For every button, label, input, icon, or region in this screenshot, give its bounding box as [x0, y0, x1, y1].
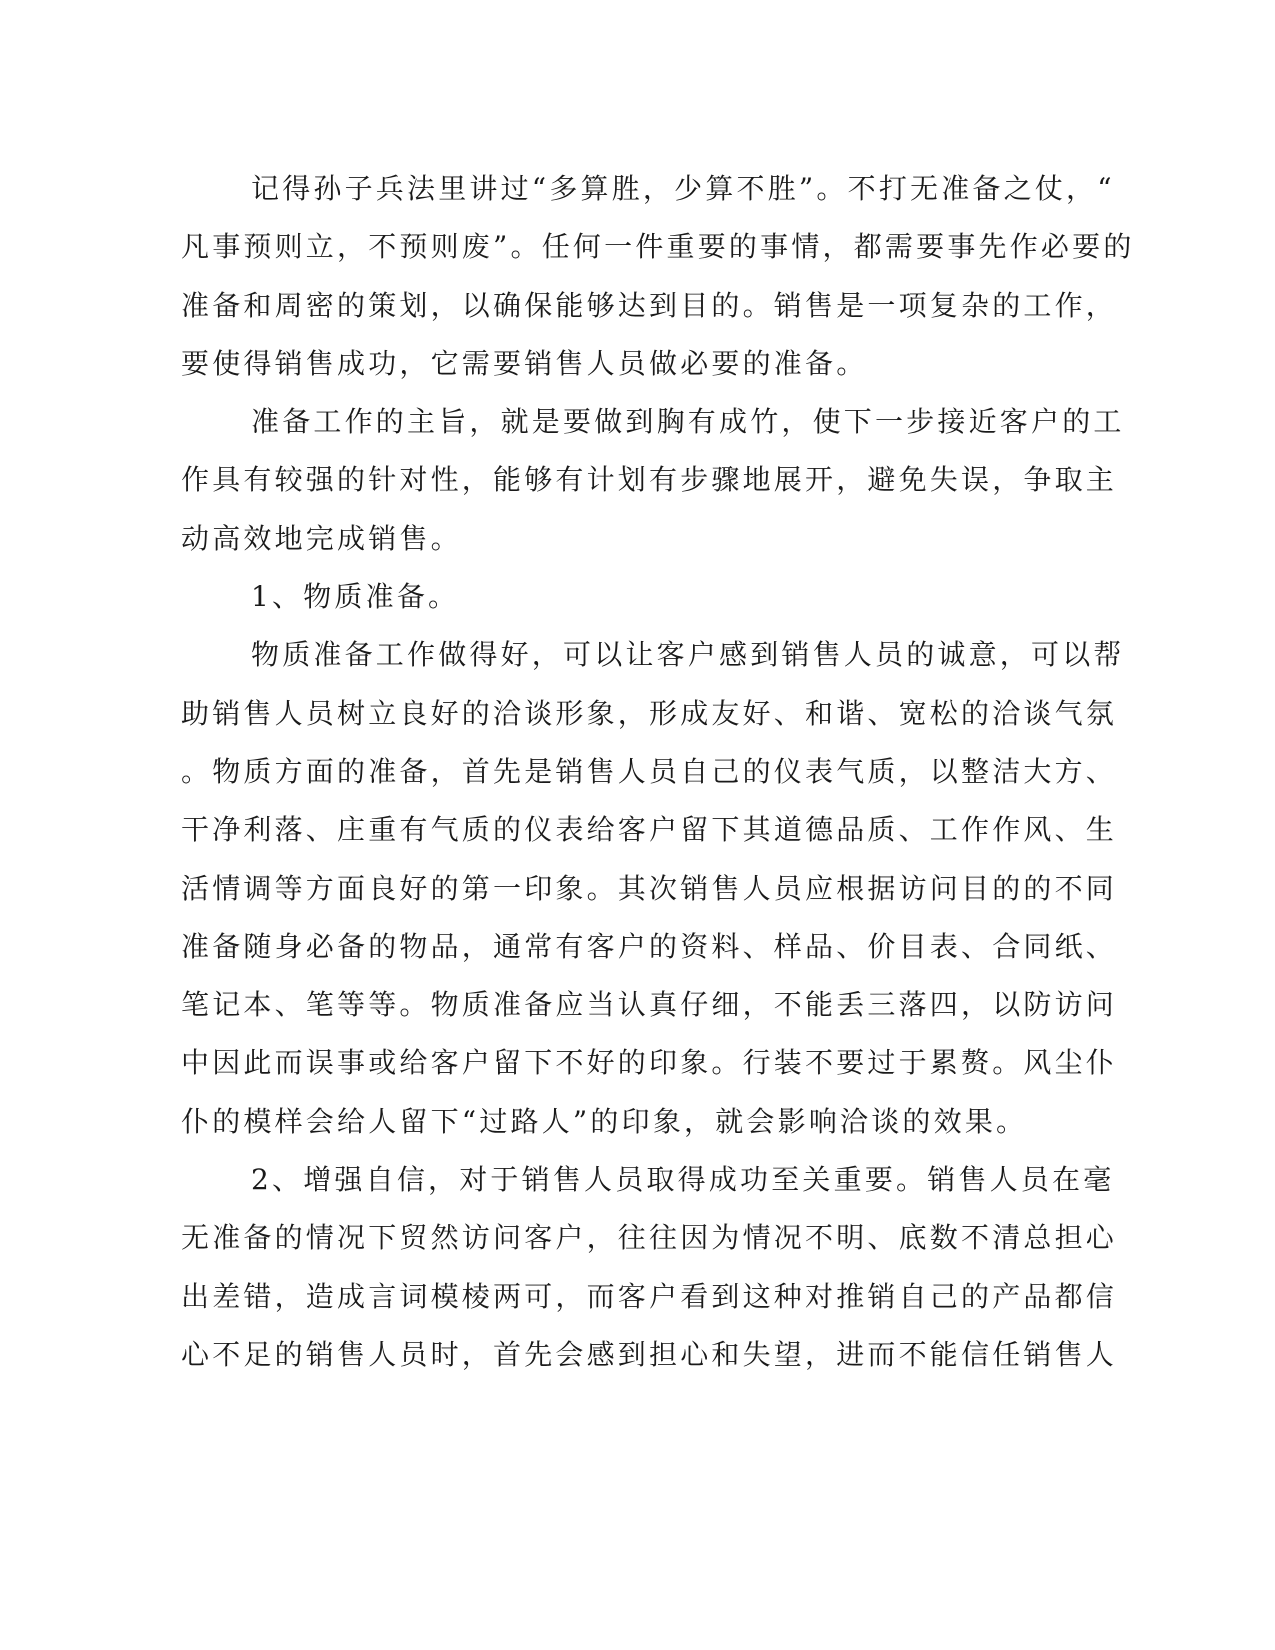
paragraph-line: 记得孙子兵法里讲过“多算胜，少算不胜”。不打无准备之仗，“ — [251, 172, 1115, 205]
paragraph-line: 准备和周密的策划，以确保能够达到目的。销售是一项复杂的工作， — [181, 288, 1118, 322]
paragraph-line: 干净利落、庄重有气质的仪表给客户留下其道德品质、工作作风、生 — [181, 813, 1118, 847]
paragraph-line: 2、增强自信，对于销售人员取得成功至关重要。销售人员在毫 — [251, 1163, 1115, 1197]
paragraph-line: 作具有较强的针对性，能够有计划有步骤地展开，避免失误，争取主 — [181, 463, 1118, 497]
paragraph-line: 。物质方面的准备，首先是销售人员自己的仪表气质，以整洁大方、 — [181, 754, 1118, 788]
paragraph-line: 准备工作的主旨，就是要做到胸有成竹，使下一步接近客户的工 — [251, 405, 1125, 439]
paragraph-line: 助销售人员树立良好的洽谈形象，形成友好、和谐、宽松的洽谈气氛 — [181, 696, 1118, 730]
section-heading: 1、物质准备。 — [251, 580, 460, 614]
paragraph-line: 要使得销售成功，它需要销售人员做必要的准备。 — [181, 346, 868, 380]
paragraph-line: 凡事预则立，不预则废”。任何一件重要的事情，都需要事先作必要的 — [181, 230, 1135, 264]
paragraph-line: 准备随身必备的物品，通常有客户的资料、样品、价目表、合同纸、 — [181, 929, 1118, 963]
paragraph-line: 活情调等方面良好的第一印象。其次销售人员应根据访问目的的不同 — [181, 871, 1118, 905]
paragraph-line: 出差错，造成言词模棱两可，而客户看到这种对推销自己的产品都信 — [181, 1279, 1118, 1313]
paragraph-line: 物质准备工作做得好，可以让客户感到销售人员的诚意，可以帮 — [251, 638, 1125, 672]
paragraph-line: 中因此而误事或给客户留下不好的印象。行装不要过于累赘。风尘仆 — [181, 1046, 1118, 1080]
paragraph-line: 无准备的情况下贸然访问客户，往往因为情况不明、底数不清总担心 — [181, 1221, 1118, 1255]
paragraph-line: 动高效地完成销售。 — [181, 521, 462, 555]
document-body — [181, 160, 1135, 1384]
paragraph-line: 仆的模样会给人留下“过路人”的印象，就会影响洽谈的效果。 — [181, 1104, 1028, 1138]
paragraph-line: 笔记本、笔等等。物质准备应当认真仔细，不能丢三落四，以防访问 — [181, 988, 1118, 1022]
paragraph-line: 心不足的销售人员时，首先会感到担心和失望，进而不能信任销售人 — [181, 1337, 1118, 1371]
